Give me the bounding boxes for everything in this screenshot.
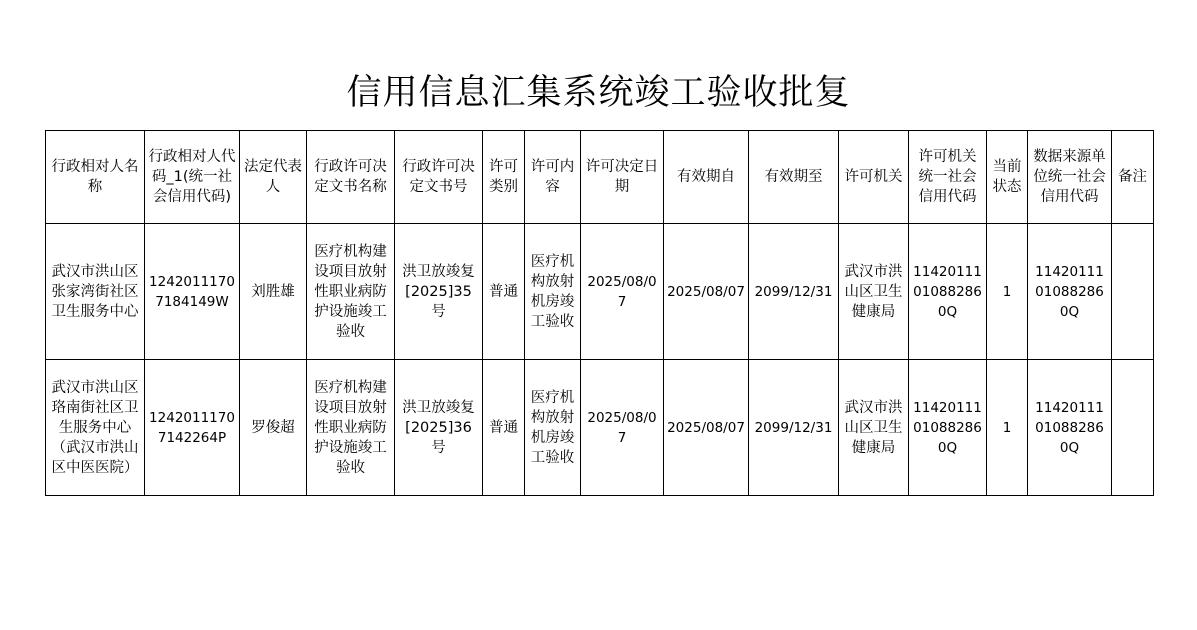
cell-authority-code: 11420111010882860Q (909, 360, 987, 496)
cell-authority: 武汉市洪山区卫生健康局 (839, 360, 909, 496)
cell-subject-code: 12420111707184149W (145, 224, 240, 360)
cell-valid-to: 2099/12/31 (749, 360, 839, 496)
cell-decision-date: 2025/08/07 (581, 360, 664, 496)
cell-legal-representative: 刘胜雄 (240, 224, 307, 360)
header-subject-code: 行政相对人代码_1(统一社会信用代码) (145, 131, 240, 224)
header-status: 当前状态 (987, 131, 1028, 224)
cell-source-code: 11420111010882860Q (1028, 360, 1112, 496)
header-valid-to: 有效期至 (749, 131, 839, 224)
page-title: 信用信息汇集系统竣工验收批复 (346, 73, 851, 113)
cell-legal-representative: 罗俊超 (240, 360, 307, 496)
cell-remarks (1112, 360, 1154, 496)
cell-source-code: 11420111010882860Q (1028, 224, 1112, 360)
cell-authority: 武汉市洪山区卫生健康局 (839, 224, 909, 360)
cell-authority-code: 11420111010882860Q (909, 224, 987, 360)
header-subject-name: 行政相对人名称 (46, 131, 145, 224)
header-authority: 许可机关 (839, 131, 909, 224)
cell-subject-name: 武汉市洪山区张家湾街社区卫生服务中心 (46, 224, 145, 360)
cell-valid-to: 2099/12/31 (749, 224, 839, 360)
header-authority-code: 许可机关统一社会信用代码 (909, 131, 987, 224)
header-source-code: 数据来源单位统一社会信用代码 (1028, 131, 1112, 224)
cell-decision-date: 2025/08/07 (581, 224, 664, 360)
cell-document-name: 医疗机构建设项目放射性职业病防护设施竣工验收 (307, 224, 395, 360)
cell-license-content: 医疗机构放射机房竣工验收 (525, 224, 581, 360)
cell-status: 1 (987, 360, 1028, 496)
cell-license-type: 普通 (483, 224, 525, 360)
cell-subject-code: 12420111707142264P (145, 360, 240, 496)
header-license-content: 许可内容 (525, 131, 581, 224)
header-legal-representative: 法定代表人 (240, 131, 307, 224)
header-remarks: 备注 (1112, 131, 1154, 224)
header-valid-from: 有效期自 (664, 131, 749, 224)
header-decision-date: 许可决定日期 (581, 131, 664, 224)
cell-license-content: 医疗机构放射机房竣工验收 (525, 360, 581, 496)
table-row (46, 224, 1154, 360)
cell-document-name: 医疗机构建设项目放射性职业病防护设施竣工验收 (307, 360, 395, 496)
table-row (46, 360, 1154, 496)
cell-valid-from: 2025/08/07 (664, 360, 749, 496)
cell-remarks (1112, 224, 1154, 360)
license-table (45, 130, 1154, 496)
header-document-number: 行政许可决定文书号 (395, 131, 483, 224)
cell-valid-from: 2025/08/07 (664, 224, 749, 360)
cell-subject-name: 武汉市洪山区珞南街社区卫生服务中心（武汉市洪山区中医医院） (46, 360, 145, 496)
cell-license-type: 普通 (483, 360, 525, 496)
cell-status: 1 (987, 224, 1028, 360)
header-license-type: 许可类别 (483, 131, 525, 224)
cell-document-number: 洪卫放竣复[2025]36号 (395, 360, 483, 496)
header-document-name: 行政许可决定文书名称 (307, 131, 395, 224)
cell-document-number: 洪卫放竣复[2025]35号 (395, 224, 483, 360)
table-header-row (46, 131, 1154, 224)
